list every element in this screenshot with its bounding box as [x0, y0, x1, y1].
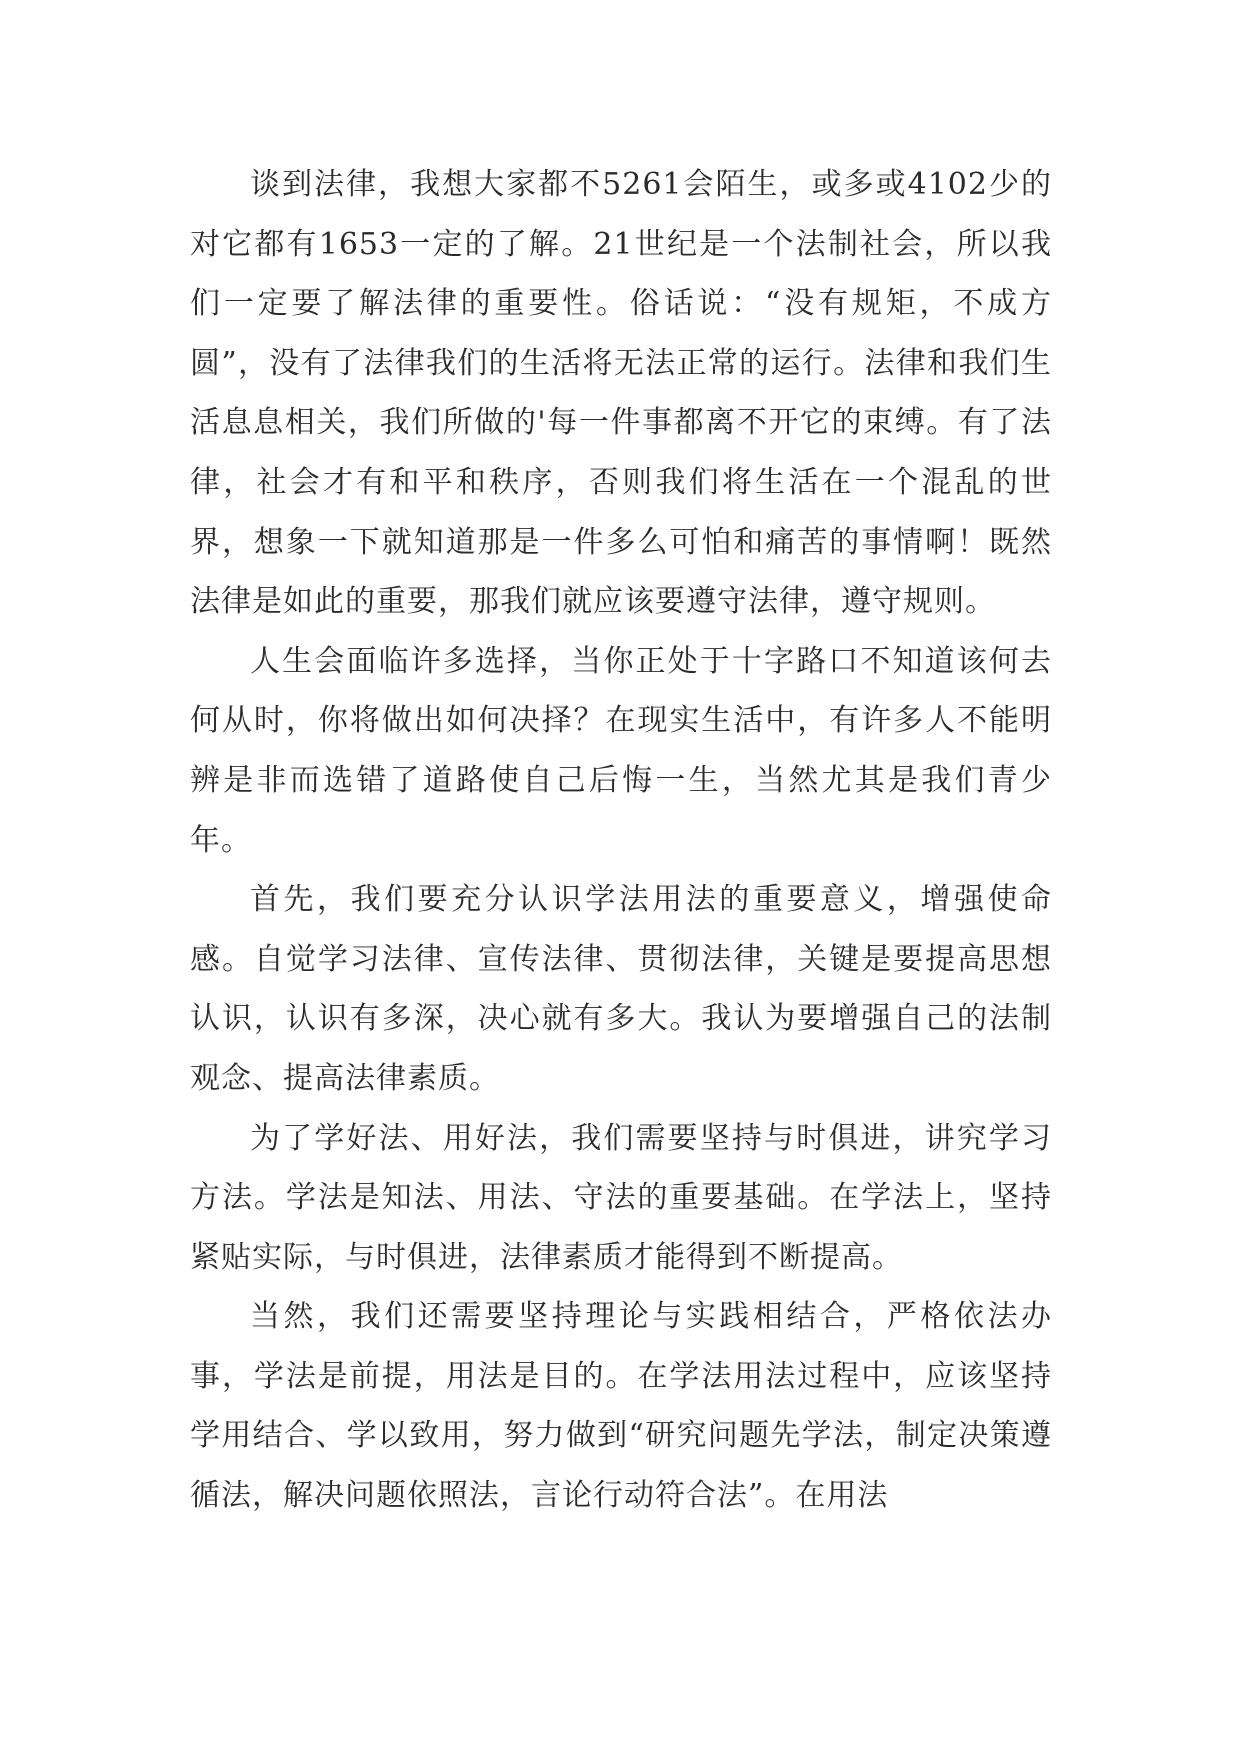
paragraph-2: 人生会面临许多选择，当你正处于十字路口不知道该何去何从时，你将做出如何决择？在现实生活中，有许多人不能明辨是非而选错了道路使自己后悔一生，当然尤其是我们青少年。	[190, 643, 1052, 858]
document-body	[190, 155, 1052, 1526]
paragraph-5: 当然，我们还需要坚持理论与实践相结合，严格依法办事，学法是前提，用法是目的。在学法用法过程中，应该坚持学用结合、学以致用，努力做到“研究问题先学法，制定决策遵循法，解决问题依照法，言论行动符合法”。在用法	[190, 1299, 1052, 1514]
paragraph-1: 谈到法律，我想大家都不5261会陌生，或多或4102少的对它都有1653一定的了解。21世纪是一个法制社会，所以我们一定要了解法律的重要性。俗话说：“没有规矩，不成方圆”，没有了法律我们的生活将无法正常的运行。法律和我们生活息息相关，我们所做的'每一件事都离不开它的束缚。有了法律，社会才有和平和秩序，否则我们将生活在一个混乱的世界，想象一下就知道那是一件多么可怕和痛苦的事情啊！既然法律是如此的重要，那我们就应该要遵守法律，遵守规则。	[190, 167, 1052, 620]
paragraph-4: 为了学好法、用好法，我们需要坚持与时俱进，讲究学习方法。学法是知法、用法、守法的重要基础。在学法上，坚持紧贴实际，与时俱进，法律素质才能得到不断提高。	[190, 1120, 1052, 1275]
paragraph-3: 首先，我们要充分认识学法用法的重要意义，增强使命感。自觉学习法律、宣传法律、贯彻法律，关键是要提高思想认识，认识有多深，决心就有多大。我认为要增强自己的法制观念、提高法律素质。	[190, 882, 1052, 1096]
